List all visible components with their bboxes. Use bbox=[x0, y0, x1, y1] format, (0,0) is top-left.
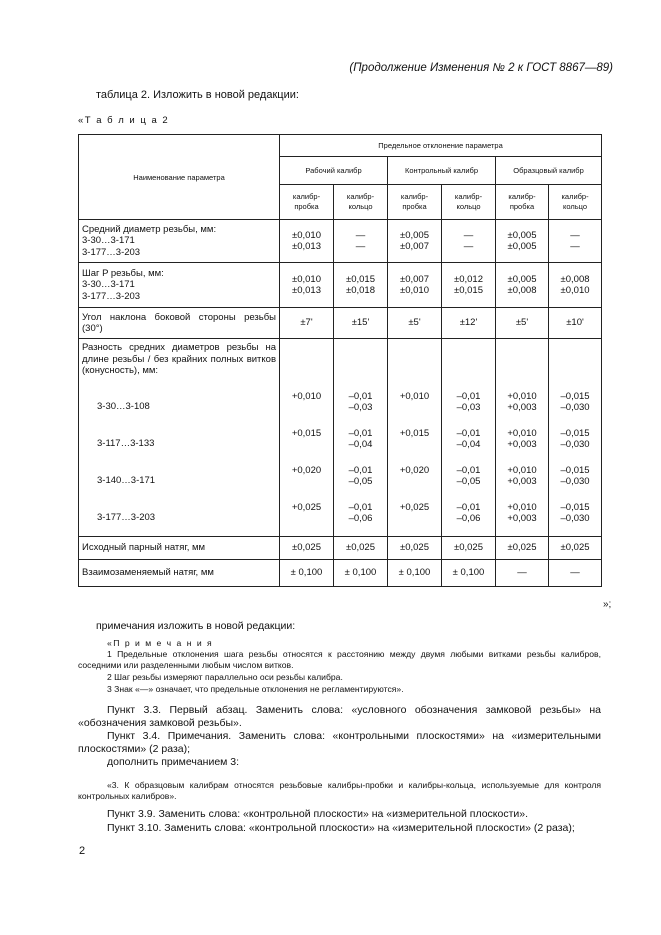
value-cell: ±12' bbox=[442, 308, 496, 339]
value-cell: –0,01 –0,06 bbox=[442, 500, 496, 537]
notes-title: «П р и м е ч а н и я bbox=[107, 638, 214, 648]
table-row bbox=[79, 560, 602, 587]
value-cell: ±5' bbox=[388, 308, 442, 339]
row-name: Угол наклона боковой стороны резьбы (30°) bbox=[79, 308, 280, 339]
notes-intro: примечания изложить в новой редакции: bbox=[96, 620, 296, 632]
empty-cell bbox=[334, 339, 388, 389]
table-row bbox=[79, 263, 602, 308]
value-cell: –0,01 –0,05 bbox=[442, 463, 496, 500]
value-cell: ±0,015 ±0,018 bbox=[334, 263, 388, 308]
subcol-header: калибр-пробка bbox=[388, 185, 442, 220]
value-cell: –0,01 –0,06 bbox=[334, 500, 388, 537]
value-cell: ±0,025 bbox=[549, 537, 602, 560]
value-cell: — bbox=[549, 560, 602, 587]
table-row bbox=[79, 308, 602, 339]
empty-cell bbox=[549, 339, 602, 389]
subcol-header: калибр-кольцо bbox=[334, 185, 388, 220]
value-cell: +0,015 bbox=[388, 426, 442, 463]
value-cell: — bbox=[496, 560, 549, 587]
empty-cell bbox=[280, 339, 334, 389]
note-1: 1 Предельные отклонения шага резьбы относятся к расстоянию между двумя любыми витками резьбы калибров, соседними или разделенными любым числом витков. bbox=[78, 649, 601, 670]
empty-cell bbox=[388, 339, 442, 389]
value-cell: — — bbox=[442, 220, 496, 263]
subcol-header: калибр-кольцо bbox=[549, 185, 602, 220]
value-cell: +0,010 +0,003 bbox=[496, 426, 549, 463]
value-cell: ±15' bbox=[334, 308, 388, 339]
row-name: 3-140…3-171 bbox=[79, 463, 280, 500]
value-cell: –0,01 –0,05 bbox=[334, 463, 388, 500]
value-cell: +0,010 +0,003 bbox=[496, 389, 549, 426]
value-cell: –0,015 –0,030 bbox=[549, 500, 602, 537]
row-name: Средний диаметр резьбы, мм: 3-30…3-171 3-177…3-203 bbox=[79, 220, 280, 263]
page-number: 2 bbox=[79, 845, 86, 857]
value-cell: –0,01 –0,04 bbox=[334, 426, 388, 463]
subcol-header: калибр-пробка bbox=[496, 185, 549, 220]
note-3: 3 Знак «—» означает, что предельные отклонения не регламентируются». bbox=[107, 684, 404, 694]
value-cell: ± 0,100 bbox=[334, 560, 388, 587]
paragraph-3-4-addition: дополнить примечанием 3: bbox=[107, 756, 240, 768]
value-cell: ±0,012 ±0,015 bbox=[442, 263, 496, 308]
row-name: Разность средних диаметров резьбы на длине резьбы / без крайних полных витков (конусность), мм: bbox=[79, 339, 280, 389]
group-working: Рабочий калибр bbox=[280, 157, 388, 185]
value-cell: — — bbox=[549, 220, 602, 263]
value-cell: ±0,025 bbox=[280, 537, 334, 560]
value-cell: +0,010 +0,003 bbox=[496, 463, 549, 500]
value-cell: ±0,010 ±0,013 bbox=[280, 220, 334, 263]
subcol-header: калибр-кольцо bbox=[442, 185, 496, 220]
value-cell: ± 0,100 bbox=[388, 560, 442, 587]
value-cell: ±0,025 bbox=[442, 537, 496, 560]
value-cell: +0,010 bbox=[388, 389, 442, 426]
row-name: Шаг P резьбы, мм: 3-30…3-171 3-177…3-203 bbox=[79, 263, 280, 308]
value-cell: –0,01 –0,03 bbox=[334, 389, 388, 426]
table-row bbox=[79, 500, 602, 537]
group-reference: Образцовый калибр bbox=[496, 157, 602, 185]
group-control: Контрольный калибр bbox=[388, 157, 496, 185]
value-cell: +0,020 bbox=[280, 463, 334, 500]
value-cell: ±0,008 ±0,010 bbox=[549, 263, 602, 308]
paragraph-3-4: Пункт 3.4. Примечания. Заменить слова: «контрольными плоскостями» на «измерительными плоскостями» (2 раза); bbox=[78, 730, 601, 755]
deviation-header: Предельное отклонение параметра bbox=[280, 135, 602, 157]
value-cell: +0,015 bbox=[280, 426, 334, 463]
table-row bbox=[79, 537, 602, 560]
value-cell: +0,010 bbox=[280, 389, 334, 426]
intro-line: таблица 2. Изложить в новой редакции: bbox=[96, 89, 299, 101]
value-cell: –0,01 –0,04 bbox=[442, 426, 496, 463]
param-header: Наименование параметра bbox=[79, 135, 280, 220]
paragraph-3-10: Пункт 3.10. Заменить слова: «контрольной плоскости» на «измерительной плоскости» (2 раза); bbox=[107, 822, 575, 834]
empty-cell bbox=[442, 339, 496, 389]
value-cell: ±0,005 ±0,008 bbox=[496, 263, 549, 308]
paragraph-3-3: Пункт 3.3. Первый абзац. Заменить слова: «условного обозначения замковой резьбы» на «обозначения замковой резьбы». bbox=[78, 704, 601, 729]
table-row bbox=[79, 463, 602, 500]
value-cell: ± 0,100 bbox=[442, 560, 496, 587]
value-cell: ± 0,100 bbox=[280, 560, 334, 587]
table-row bbox=[79, 220, 602, 263]
value-cell: ±0,005 ±0,005 bbox=[496, 220, 549, 263]
value-cell: ±0,025 bbox=[496, 537, 549, 560]
value-cell: –0,015 –0,030 bbox=[549, 463, 602, 500]
table-row bbox=[79, 339, 602, 389]
deviation-table bbox=[78, 134, 602, 587]
value-cell: — — bbox=[334, 220, 388, 263]
value-cell: ±5' bbox=[496, 308, 549, 339]
value-cell: ±0,005 ±0,007 bbox=[388, 220, 442, 263]
value-cell: +0,025 bbox=[388, 500, 442, 537]
table-closing-mark: »; bbox=[603, 599, 612, 610]
row-name: 3-177…3-203 bbox=[79, 500, 280, 537]
value-cell: ±0,025 bbox=[388, 537, 442, 560]
row-name: Исходный парный натяг, мм bbox=[79, 537, 280, 560]
value-cell: +0,020 bbox=[388, 463, 442, 500]
table-label: «Т а б л и ц а 2 bbox=[78, 115, 170, 126]
value-cell: +0,010 +0,003 bbox=[496, 500, 549, 537]
value-cell: ±0,007 ±0,010 bbox=[388, 263, 442, 308]
value-cell: –0,015 –0,030 bbox=[549, 426, 602, 463]
paragraph-3-9: Пункт 3.9. Заменить слова: «контрольной плоскости» на «измерительной плоскости». bbox=[107, 808, 529, 820]
value-cell: –0,015 –0,030 bbox=[549, 389, 602, 426]
paragraph-note-3: «3. К образцовым калибрам относятся резьбовые калибры-пробки и калибры-кольца, используемые для контроля контрольных калибров». bbox=[78, 780, 601, 801]
value-cell: +0,025 bbox=[280, 500, 334, 537]
value-cell: ±10' bbox=[549, 308, 602, 339]
value-cell: –0,01 –0,03 bbox=[442, 389, 496, 426]
table-row bbox=[79, 389, 602, 426]
table-row bbox=[79, 426, 602, 463]
value-cell: ±0,010 ±0,013 bbox=[280, 263, 334, 308]
value-cell: ±7' bbox=[280, 308, 334, 339]
row-name: 3-30…3-108 bbox=[79, 389, 280, 426]
running-header: (Продолжение Изменения № 2 к ГОСТ 8867—89) bbox=[349, 62, 613, 74]
value-cell: ±0,025 bbox=[334, 537, 388, 560]
row-name: Взаимозаменяемый натяг, мм bbox=[79, 560, 280, 587]
subcol-header: калибр-пробка bbox=[280, 185, 334, 220]
note-2: 2 Шаг резьбы измеряют параллельно оси резьбы калибра. bbox=[107, 672, 343, 682]
empty-cell bbox=[496, 339, 549, 389]
row-name: 3-117…3-133 bbox=[79, 426, 280, 463]
